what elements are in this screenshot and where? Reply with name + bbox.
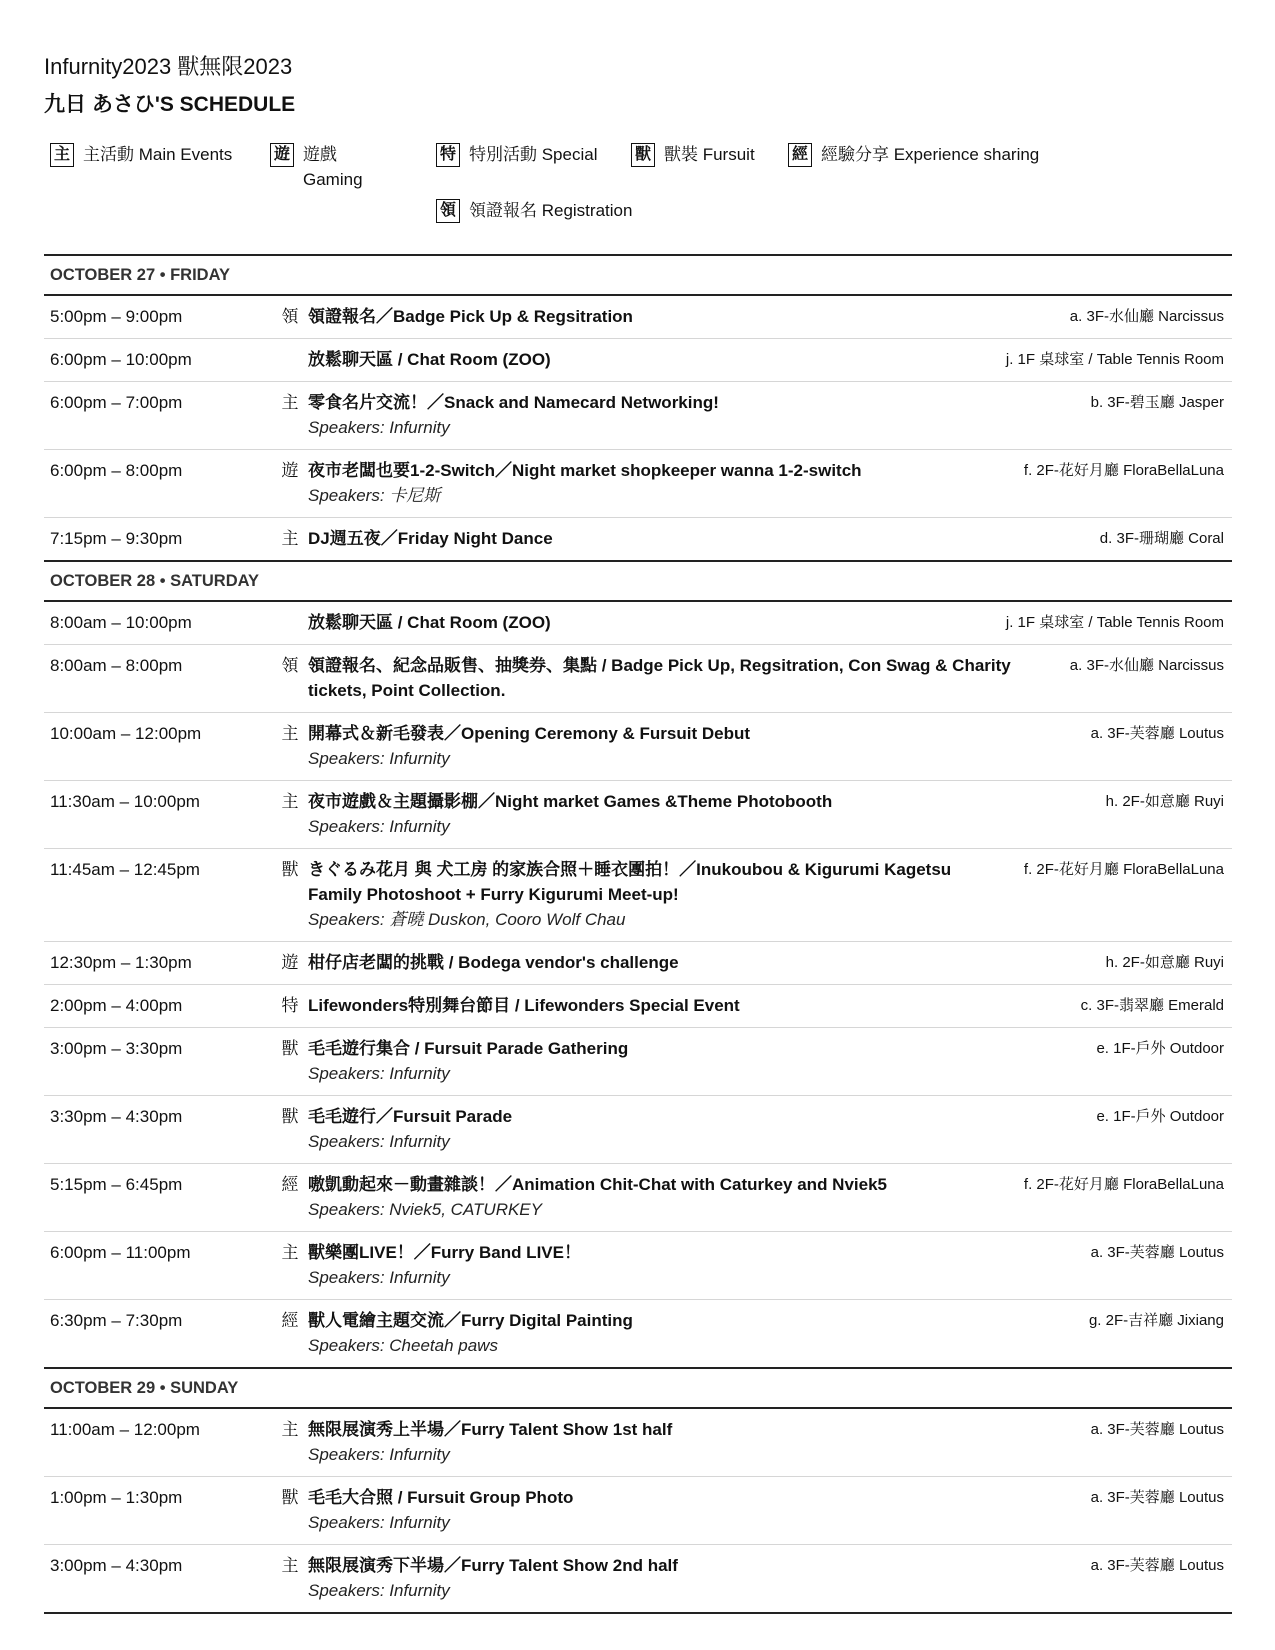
event-details <box>308 347 1224 372</box>
event-title: 夜市老闆也要1-2-Switch／Night market shopkeeper wanna 1-2-switch <box>308 461 862 480</box>
event-speakers: Speakers: Nviek5, CATURKEY <box>308 1200 542 1219</box>
event-speakers: Speakers: Infurnity <box>308 1513 450 1532</box>
event-location: b. 3F-碧玉廳 Jasper <box>1090 394 1224 411</box>
legend-item-main-events <box>50 142 232 167</box>
schedule-row <box>44 1164 1232 1232</box>
event-details <box>308 1104 1224 1154</box>
event-title: きぐるみ花月 與 犬工房 的家族合照＋睡衣團拍！／Inukoubou & Kigurumi Kagetsu Family Photoshoot + Furry Kigurumi Meet-up! <box>308 860 952 904</box>
event-details <box>308 653 1224 703</box>
legend-item-gaming <box>270 142 373 192</box>
event-location: c. 3F-翡翠廳 Emerald <box>1080 997 1224 1014</box>
event-details <box>308 1485 1224 1535</box>
event-time: 1:00pm – 1:30pm <box>50 1488 183 1507</box>
schedule-row <box>44 1232 1232 1300</box>
category-icon: 獸 <box>281 1107 299 1126</box>
event-location: f. 2F-花好月廳 FloraBellaLuna <box>1023 462 1224 479</box>
category-icon: 主 <box>281 1556 299 1575</box>
event-speakers: Speakers: Infurnity <box>308 817 450 836</box>
event-speakers: Speakers: 卡尼斯 <box>308 486 441 505</box>
event-time: 8:00am – 8:00pm <box>50 656 183 675</box>
schedule-row <box>44 1300 1232 1369</box>
event-details <box>308 1240 1224 1290</box>
event-time: 3:00pm – 4:30pm <box>50 1556 183 1575</box>
event-time: 11:45am – 12:45pm <box>50 860 200 879</box>
event-location: a. 3F-芙蓉廳 Loutus <box>1090 1244 1224 1261</box>
legend-label: 領證報名 Registration <box>469 201 633 220</box>
event-details <box>308 857 1224 932</box>
event-time: 5:00pm – 9:00pm <box>50 307 183 326</box>
page-subtitle: 九日 あさひ'S SCHEDULE <box>44 93 296 116</box>
event-title: 獸人電繪主題交流／Furry Digital Painting <box>308 1311 633 1330</box>
event-time: 6:30pm – 7:30pm <box>50 1311 183 1330</box>
event-location: e. 1F-戶外 Outdoor <box>1096 1108 1224 1125</box>
category-icon: 主 <box>281 724 299 743</box>
event-details <box>308 526 1224 551</box>
special-icon: 特 <box>436 143 460 167</box>
schedule-row <box>44 1409 1232 1477</box>
event-title: 毛毛大合照 / Fursuit Group Photo <box>308 1488 574 1507</box>
event-location: a. 3F-水仙廳 Narcissus <box>1069 657 1224 674</box>
event-title: 零食名片交流！／Snack and Namecard Networking! <box>308 393 719 412</box>
event-title: 獸樂團LIVE！／Furry Band LIVE！ <box>308 1243 581 1262</box>
event-speakers: Speakers: 蒼曉 Duskon, Cooro Wolf Chau <box>308 910 626 929</box>
legend-label: 特別活動 Special <box>469 145 598 164</box>
event-details <box>308 993 1224 1018</box>
category-icon: 遊 <box>281 461 299 480</box>
category-icon: 獸 <box>281 860 299 879</box>
schedule-row <box>44 518 1232 562</box>
event-speakers: Speakers: Infurnity <box>308 1581 450 1600</box>
event-location: g. 2F-吉祥廳 Jixiang <box>1088 1312 1224 1329</box>
event-details <box>308 950 1224 975</box>
event-location: a. 3F-水仙廳 Narcissus <box>1069 308 1224 325</box>
event-location: a. 3F-芙蓉廳 Loutus <box>1090 1489 1224 1506</box>
schedule-row <box>44 450 1232 518</box>
category-icon: 主 <box>281 529 299 548</box>
event-time: 7:15pm – 9:30pm <box>50 529 183 548</box>
event-time: 6:00pm – 10:00pm <box>50 350 192 369</box>
event-location: a. 3F-芙蓉廳 Loutus <box>1090 1557 1224 1574</box>
event-speakers: Speakers: Infurnity <box>308 1445 450 1464</box>
category-icon: 領 <box>281 656 299 675</box>
schedule-row <box>44 713 1232 781</box>
event-details <box>308 304 1224 329</box>
legend-item-experience-sharing <box>788 142 1039 167</box>
event-time: 6:00pm – 8:00pm <box>50 461 183 480</box>
event-time: 11:30am – 10:00pm <box>50 792 200 811</box>
event-details <box>308 458 1224 508</box>
category-icon: 獸 <box>281 1039 299 1058</box>
main-events-icon: 主 <box>50 143 74 167</box>
event-speakers: Speakers: Infurnity <box>308 1268 450 1287</box>
gaming-icon: 遊 <box>270 143 294 167</box>
event-time: 6:00pm – 7:00pm <box>50 393 183 412</box>
schedule-row <box>44 1096 1232 1164</box>
event-details <box>308 789 1224 839</box>
event-location: a. 3F-芙蓉廳 Loutus <box>1090 1421 1224 1438</box>
fursuit-icon: 獸 <box>631 143 655 167</box>
category-icon: 獸 <box>281 1488 299 1507</box>
page-title: Infurnity2023 獸無限2023 <box>44 54 293 79</box>
schedule-row <box>44 1545 1232 1614</box>
event-time: 10:00am – 12:00pm <box>50 724 202 743</box>
event-title: 放鬆聊天區 / Chat Room (ZOO) <box>308 613 551 632</box>
schedule-row <box>44 339 1232 382</box>
event-title: 無限展演秀上半場／Furry Talent Show 1st half <box>308 1420 673 1439</box>
category-icon: 遊 <box>281 953 299 972</box>
event-location: j. 1F 桌球室 / Table Tennis Room <box>1005 614 1224 631</box>
event-time: 3:00pm – 3:30pm <box>50 1039 183 1058</box>
schedule-row <box>44 1028 1232 1096</box>
schedule-row <box>44 849 1232 942</box>
legend-item-fursuit <box>631 142 755 167</box>
event-location: h. 2F-如意廳 Ruyi <box>1105 954 1224 971</box>
category-icon: 經 <box>281 1311 299 1330</box>
event-location: f. 2F-花好月廳 FloraBellaLuna <box>1023 861 1224 878</box>
event-details <box>308 610 1224 635</box>
schedule-row <box>44 1477 1232 1545</box>
event-title: Lifewonders特別舞台節目 / Lifewonders Special Event <box>308 996 740 1015</box>
event-details <box>308 1417 1224 1467</box>
legend-label: 獸裝 Fursuit <box>664 145 755 164</box>
event-details <box>308 1308 1224 1358</box>
schedule-page <box>44 52 1232 1614</box>
category-legend <box>44 142 1232 254</box>
legend-label: 遊戲 Gaming <box>303 145 363 189</box>
category-icon: 經 <box>281 1175 299 1194</box>
event-speakers: Speakers: Infurnity <box>308 749 450 768</box>
category-icon: 主 <box>281 393 299 412</box>
event-time: 12:30pm – 1:30pm <box>50 953 192 972</box>
category-icon: 主 <box>281 792 299 811</box>
event-speakers: Speakers: Infurnity <box>308 1132 450 1151</box>
category-icon: 領 <box>281 307 299 326</box>
event-speakers: Speakers: Infurnity <box>308 418 450 437</box>
event-time: 8:00am – 10:00pm <box>50 613 192 632</box>
registration-icon: 領 <box>436 199 460 223</box>
event-title: 夜市遊戲＆主題攝影棚／Night market Games &Theme Photobooth <box>308 792 833 811</box>
event-title: 毛毛遊行／Fursuit Parade <box>308 1107 513 1126</box>
event-title: DJ週五夜／Friday Night Dance <box>308 529 553 548</box>
event-location: a. 3F-芙蓉廳 Loutus <box>1090 725 1224 742</box>
category-icon: 特 <box>281 996 299 1015</box>
legend-label: 主活動 Main Events <box>83 145 233 164</box>
event-location: d. 3F-珊瑚廳 Coral <box>1099 530 1224 547</box>
schedule-row <box>44 382 1232 450</box>
day-header: OCTOBER 28 • SATURDAY <box>44 562 1232 602</box>
event-time: 11:00am – 12:00pm <box>50 1420 200 1439</box>
event-details <box>308 390 1224 440</box>
event-title: 開幕式＆新毛發表／Opening Ceremony & Fursuit Debut <box>308 724 751 743</box>
event-location: j. 1F 桌球室 / Table Tennis Room <box>1005 351 1224 368</box>
event-location: f. 2F-花好月廳 FloraBellaLuna <box>1023 1176 1224 1193</box>
event-location: e. 1F-戶外 Outdoor <box>1096 1040 1224 1057</box>
event-location: h. 2F-如意廳 Ruyi <box>1105 793 1224 810</box>
legend-item-special <box>436 142 597 167</box>
event-time: 5:15pm – 6:45pm <box>50 1175 183 1194</box>
legend-label: 經驗分享 Experience sharing <box>821 145 1040 164</box>
legend-item-registration <box>436 198 632 223</box>
day-header: OCTOBER 29 • SUNDAY <box>44 1369 1232 1409</box>
event-time: 6:00pm – 11:00pm <box>50 1243 191 1262</box>
category-icon: 主 <box>281 1420 299 1439</box>
event-title: 領證報名／Badge Pick Up & Regsitration <box>308 307 633 326</box>
event-time: 2:00pm – 4:00pm <box>50 996 183 1015</box>
experience-sharing-icon: 經 <box>788 143 812 167</box>
schedule-row <box>44 942 1232 985</box>
schedule-row <box>44 781 1232 849</box>
event-speakers: Speakers: Infurnity <box>308 1064 450 1083</box>
schedule-table <box>44 254 1232 1614</box>
event-details <box>308 1553 1224 1603</box>
schedule-row <box>44 645 1232 713</box>
event-time: 3:30pm – 4:30pm <box>50 1107 183 1126</box>
schedule-row <box>44 296 1232 339</box>
event-title: 毛毛遊行集合 / Fursuit Parade Gathering <box>308 1039 629 1058</box>
category-icon: 主 <box>281 1243 299 1262</box>
event-details <box>308 1036 1224 1086</box>
event-title: 柑仔店老闆的挑戰 / Bodega vendor's challenge <box>308 953 679 972</box>
event-title: 無限展演秀下半場／Furry Talent Show 2nd half <box>308 1556 678 1575</box>
event-details <box>308 1172 1224 1222</box>
event-details <box>308 721 1224 771</box>
event-speakers: Speakers: Cheetah paws <box>308 1336 498 1355</box>
event-title: 放鬆聊天區 / Chat Room (ZOO) <box>308 350 551 369</box>
day-header: OCTOBER 27 • FRIDAY <box>44 256 1232 296</box>
event-title: 嗷凱動起來－動畫雜談！／Animation Chit-Chat with Caturkey and Nviek5 <box>308 1175 887 1194</box>
event-title: 領證報名、紀念品販售、抽獎券、集點 / Badge Pick Up, Regsitration, Con Swag & Charity tickets, Point Collection. <box>308 656 1011 700</box>
schedule-row <box>44 602 1232 645</box>
schedule-row <box>44 985 1232 1028</box>
